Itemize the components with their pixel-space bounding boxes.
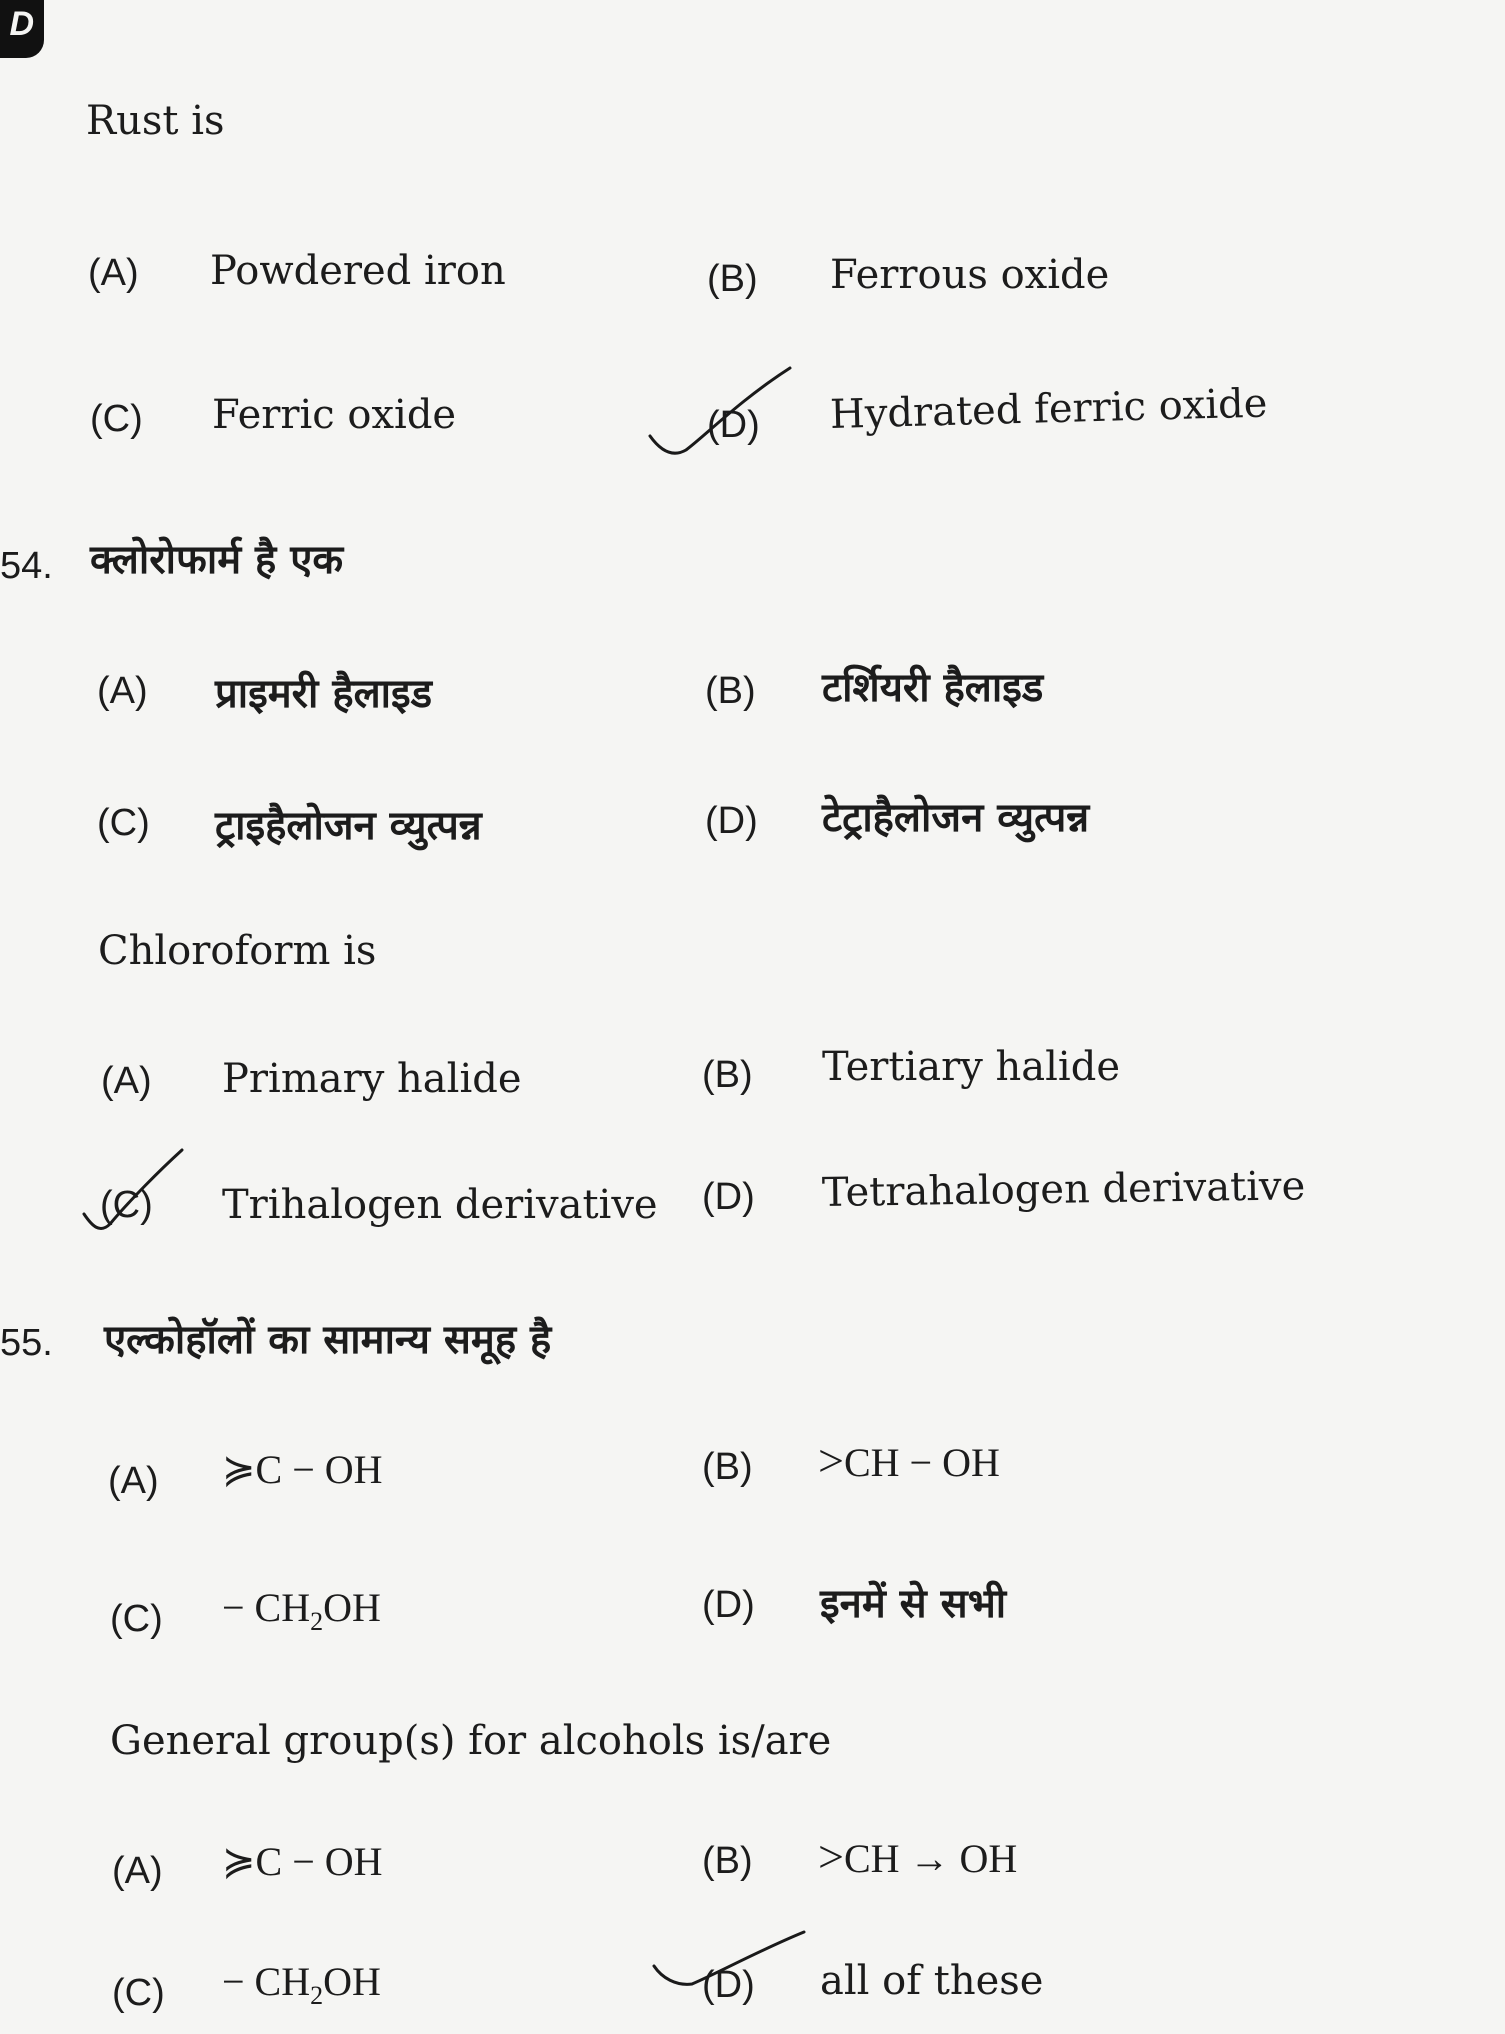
q55-answer-tick-icon xyxy=(654,1932,804,1984)
q55-option-c-text: − CH xyxy=(222,1959,311,2004)
q53-option-a-text: Powdered iron xyxy=(210,248,506,294)
q54-hindi-option-b-label: (B) xyxy=(705,670,756,712)
q55-hindi-option-b-formula: >CH − OH xyxy=(818,1435,1000,1486)
q53-option-c-label: (C) xyxy=(90,398,143,440)
q54-option-c-label: (C) xyxy=(100,1184,153,1226)
q53-answer-tick-icon xyxy=(650,368,790,453)
q53-option-d-label: (D) xyxy=(707,404,760,446)
q54-option-b-label: (B) xyxy=(702,1054,753,1096)
q53-option-a-label: (A) xyxy=(88,252,139,294)
q54-option-a-text: Primary halide xyxy=(222,1056,522,1102)
q55-option-b-label: (B) xyxy=(702,1840,753,1882)
q54-option-d-text: Tetrahalogen derivative xyxy=(821,1163,1306,1216)
q55-option-c-tail: OH xyxy=(323,1959,381,2004)
q55-hindi-option-c-label: (C) xyxy=(110,1598,163,1640)
q54-answer-tick-icon xyxy=(84,1150,182,1229)
q55-option-a-formula: ≽C − OH xyxy=(222,1839,383,1884)
q55-hindi-option-c-text: − CH xyxy=(222,1585,311,1630)
q53-option-d-text: Hydrated ferric oxide xyxy=(829,380,1268,438)
q55-hindi-prompt: एल्कोहॉलों का सामान्य समूह है xyxy=(104,1317,552,1363)
q54-hindi-option-a-label: (A) xyxy=(97,670,148,712)
q54-option-d-label: (D) xyxy=(702,1176,755,1218)
q55-hindi-option-b-label: (B) xyxy=(702,1446,753,1488)
q54-hindi-option-d-text: टेट्राहैलोजन व्युत्पन्न xyxy=(822,795,1090,841)
q53-prompt: Rust is xyxy=(86,98,225,144)
q54-option-b-text: Tertiary halide xyxy=(822,1044,1120,1090)
q55-hindi-option-c-tail: OH xyxy=(323,1585,381,1630)
q54-hindi-option-d-label: (D) xyxy=(705,800,758,842)
q54-hindi-option-b-text: टर्शियरी हैलाइड xyxy=(822,665,1044,711)
q54-hindi-option-a-text: प्राइमरी हैलाइड xyxy=(215,671,433,717)
q55-option-a-label: (A) xyxy=(112,1850,163,1892)
q54-number: 54. xyxy=(0,545,53,587)
q53-option-c-text: Ferric oxide xyxy=(212,392,457,438)
q55-hindi-option-a-label: (A) xyxy=(108,1460,159,1502)
q55-number: 55. xyxy=(0,1322,53,1364)
q54-english-prompt: Chloroform is xyxy=(98,928,377,974)
q54-option-a-label: (A) xyxy=(101,1060,152,1102)
corner-badge: D xyxy=(0,0,44,58)
q55-option-d-label: (D) xyxy=(702,1964,755,2006)
q55-option-c-label: (C) xyxy=(112,1972,165,2014)
q55-hindi-option-d-label: (D) xyxy=(702,1584,755,1626)
q54-hindi-option-c-text: ट्राइहैलोजन व्युत्पन्न xyxy=(215,803,482,849)
q55-option-c-sub: 2 xyxy=(310,1981,324,2010)
q55-hindi-option-c-sub: 2 xyxy=(310,1607,324,1636)
q55-option-b-formula: >CH → OH xyxy=(818,1831,1018,1882)
q55-option-d-text: all of these xyxy=(820,1958,1044,2004)
q55-option-b-text: CH → OH xyxy=(843,1836,1018,1881)
q54-option-c-text: Trihalogen derivative xyxy=(222,1182,658,1228)
q53-option-b-label: (B) xyxy=(707,258,758,300)
q55-hindi-option-b-text: CH − OH xyxy=(843,1440,1000,1485)
q54-hindi-option-c-label: (C) xyxy=(97,802,150,844)
q55-hindi-option-d-text: इनमें से सभी xyxy=(820,1581,1007,1627)
q53-option-b-text: Ferrous oxide xyxy=(830,252,1110,298)
q55-hindi-option-a-formula: ≽C − OH xyxy=(222,1447,383,1492)
q54-hindi-prompt: क्लोरोफार्म है एक xyxy=(90,537,344,583)
q55-english-prompt: General group(s) for alcohols is/are xyxy=(110,1718,832,1764)
